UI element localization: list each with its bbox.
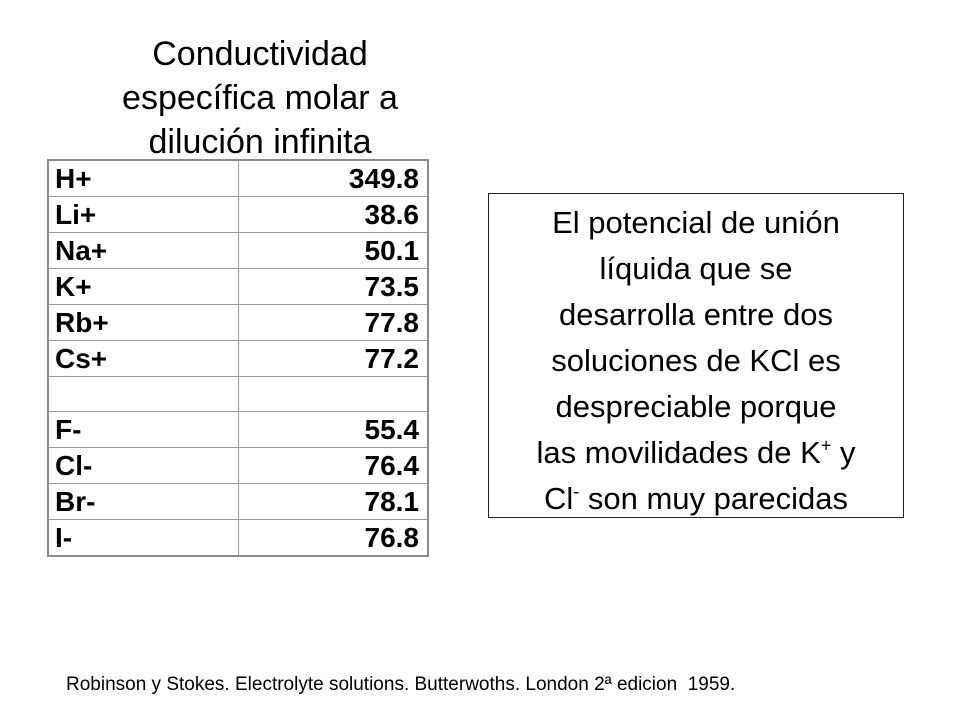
ion-cell: [48, 377, 238, 412]
note-line-6-tail: y: [831, 435, 856, 470]
note-line-6: [489, 430, 903, 476]
ion-cell: Cs+: [48, 341, 238, 377]
ion-cell: Br-: [48, 484, 238, 520]
table-row-empty: [48, 377, 428, 412]
value-cell: 38.6: [238, 197, 428, 233]
table-row: [48, 197, 428, 233]
note-line-7: [489, 476, 903, 522]
value-cell: 50.1: [238, 233, 428, 269]
value-cell: 78.1: [238, 484, 428, 520]
table-row: [48, 305, 428, 341]
value-cell: [238, 377, 428, 412]
superscript-plus: +: [820, 435, 832, 456]
title-line-2: específica molar a: [122, 79, 398, 117]
table-row: [48, 412, 428, 448]
reference-citation: Robinson y Stokes. Electrolyte solutions. Butterwoths. London 2ª edicion 1959.: [66, 674, 736, 695]
ion-cell: Rb+: [48, 305, 238, 341]
title-line-1: Conductividad: [152, 35, 368, 73]
explanation-box: [488, 193, 904, 518]
note-line-5: despreciable porque: [555, 389, 837, 424]
table-row: [48, 484, 428, 520]
ion-cell: F-: [48, 412, 238, 448]
table-row: [48, 160, 428, 197]
note-line-3: desarrolla entre dos: [559, 297, 833, 332]
value-cell: 55.4: [238, 412, 428, 448]
note-line-2: líquida que se: [599, 251, 793, 286]
conductivity-table: [47, 159, 429, 557]
value-cell: 73.5: [238, 269, 428, 305]
ion-cell: Li+: [48, 197, 238, 233]
value-cell: 77.8: [238, 305, 428, 341]
note-line-7-tail: son muy parecidas: [579, 481, 849, 516]
value-cell: 77.2: [238, 341, 428, 377]
table-row: [48, 233, 428, 269]
value-cell: 76.4: [238, 448, 428, 484]
table-row: [48, 341, 428, 377]
ion-cell: Na+: [48, 233, 238, 269]
table-row: [48, 520, 428, 557]
superscript-minus: -: [573, 481, 580, 502]
title-line-3: dilución infinita: [148, 123, 372, 161]
note-line-6-text: las movilidades de K: [536, 435, 821, 470]
ion-cell: H+: [48, 160, 238, 197]
value-cell: 349.8: [348, 163, 419, 194]
slide-title: [70, 32, 450, 164]
ion-cell: Cl-: [48, 448, 238, 484]
ion-cell: K+: [48, 269, 238, 305]
ion-cell: I-: [48, 520, 238, 557]
note-line-7-text: Cl: [543, 481, 574, 516]
value-cell: 76.8: [238, 520, 428, 557]
table-row: [48, 448, 428, 484]
note-line-4: soluciones de KCl es: [551, 343, 841, 378]
note-line-1: El potencial de unión: [552, 205, 840, 240]
table-row: [48, 269, 428, 305]
